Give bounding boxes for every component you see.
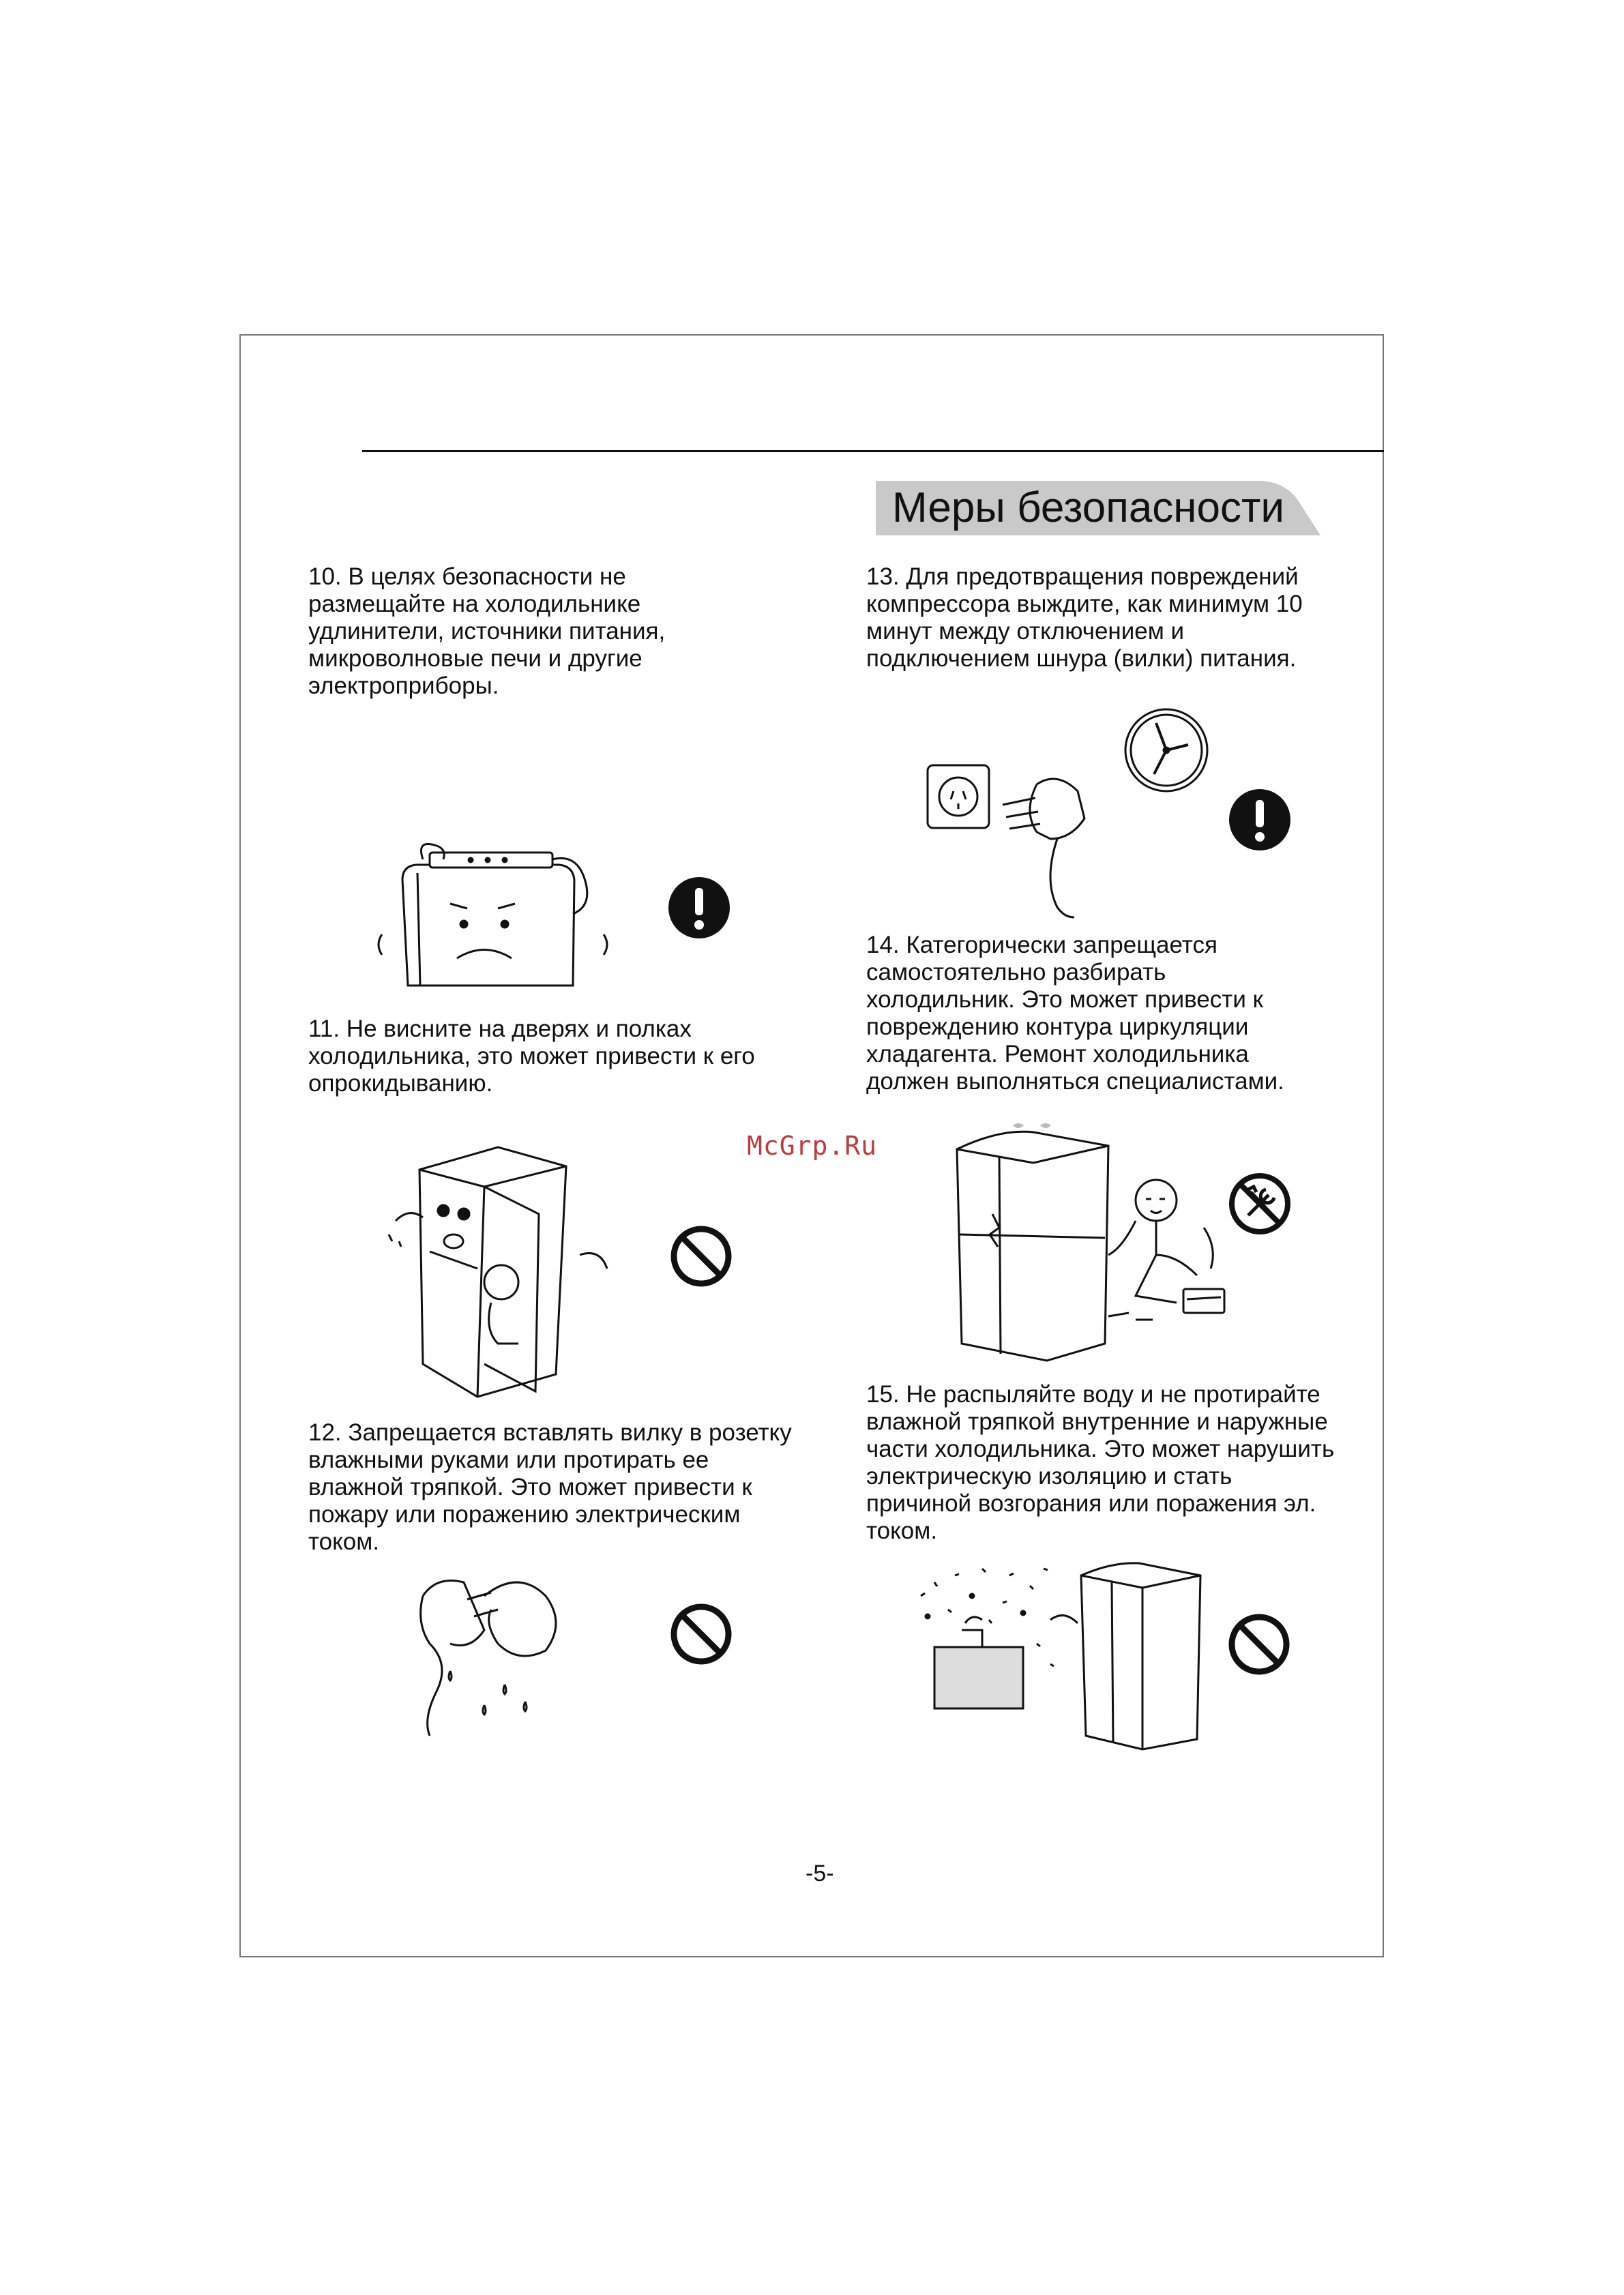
warning-icon: [1228, 788, 1292, 852]
item-10: [308, 563, 745, 700]
item-text: Для предотвращения повреждений компрессора выждите, как минимум 10 минут между отключением и подключением шнура (вилки) питания.: [866, 563, 1303, 672]
item-number: 14.: [866, 932, 900, 958]
item-text: Категорически запрещается самостоятельно разбирать холодильник. Это может привести к повреждению контура циркуляции хладагента. Ремонт холодильника должен выполняться специалистами.: [866, 932, 1284, 1095]
wet-hand-plug-illustration: [409, 1569, 566, 1739]
item-12: [308, 1419, 793, 1556]
item-13: [866, 563, 1337, 672]
child-hanging-on-door-illustration: [382, 1139, 614, 1398]
prohibited-icon: [670, 1225, 733, 1288]
item-11: [308, 1016, 786, 1097]
section-title: Меры безопасности: [892, 484, 1285, 531]
item-number: 15.: [866, 1381, 900, 1408]
no-disassembly-icon: [1228, 1172, 1292, 1236]
item-text: Не висните на дверях и полках холодильника, это может привести к его опрокидыванию.: [308, 1016, 755, 1097]
water-spray-illustration: [907, 1555, 1214, 1753]
section-tab: [876, 481, 1320, 535]
item-15: [866, 1381, 1344, 1545]
socket-plug-clock-illustration: [921, 702, 1214, 921]
item-number: 10.: [308, 563, 342, 590]
warning-icon: [667, 876, 731, 940]
item-text: Не распыляйте воду и не протирайте влажной тряпкой внутренние и наружные части холодильника. Это может нарушить электрическую изоляцию и стать причиной возгорания или поражения эл. током.: [866, 1381, 1335, 1544]
disassembly-illustration: [951, 1119, 1238, 1364]
prohibited-icon: [670, 1603, 733, 1665]
item-text: В целях безопасности не размещайте на холодильнике удлинители, источники питания, микроволновые печи и другие электроприборы.: [308, 563, 666, 699]
page-number: -5-: [806, 1861, 834, 1886]
item-number: 12.: [308, 1419, 342, 1446]
fridge-extension-cord-illustration: [368, 832, 614, 989]
prohibited-icon: [1228, 1613, 1290, 1676]
item-14: [866, 932, 1310, 1095]
header-rule: [362, 450, 1384, 452]
item-text: Запрещается вставлять вилку в розетку влажными руками или протирать ее влажной тряпкой. Это может привести к пожару или поражению электрическим током.: [308, 1419, 792, 1555]
item-number: 13.: [866, 563, 900, 590]
item-number: 11.: [308, 1016, 340, 1042]
watermark: McGrp.Ru: [747, 1131, 878, 1161]
